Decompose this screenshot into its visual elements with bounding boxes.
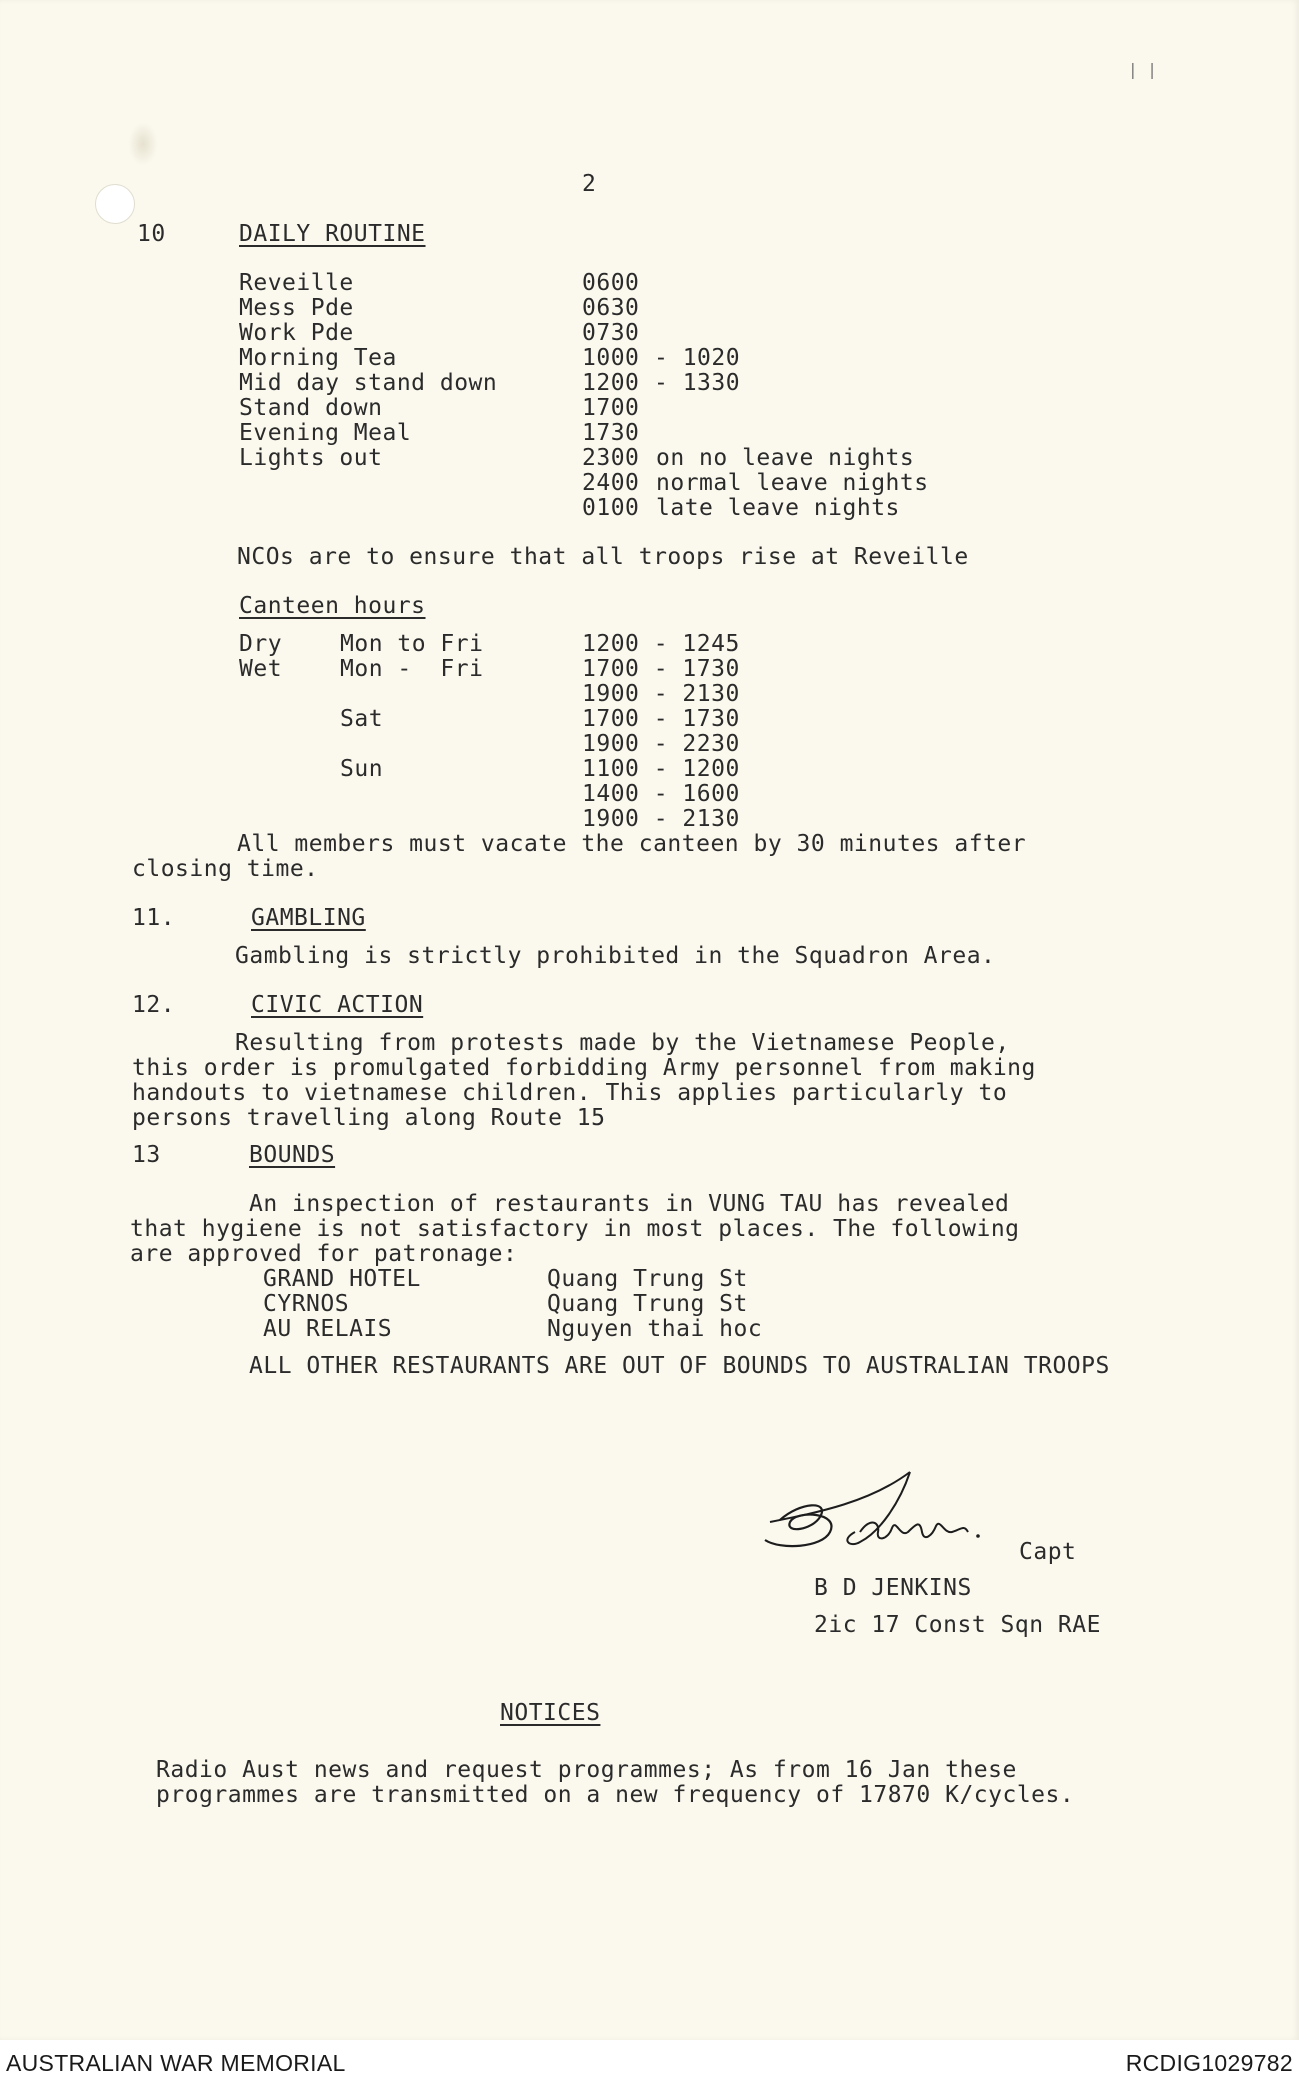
routine-item: Lights out [239,445,383,471]
canteen-hours: 1200 - 1245 [582,631,740,657]
restaurant-street: Quang Trung St [547,1291,748,1317]
canteen-days: Sun [340,756,384,782]
nco-note: NCOs are to ensure that all troops rise at Reveille [237,544,969,570]
routine-time: 2400 [582,470,640,496]
canteen-hours: 1900 - 2230 [582,731,740,757]
routine-note: normal leave nights [656,470,929,496]
signatory-name: B D JENKINS [814,1575,972,1601]
handwritten-signature [760,1462,1010,1572]
vacate-note-line: All members must vacate the canteen by 30 minutes after [237,831,1027,857]
canteen-hours: 1400 - 1600 [582,781,740,807]
canteen-days: Mon - Fri [340,656,484,682]
section-number: 11. [132,905,176,931]
routine-time: 1730 [582,420,640,446]
vacate-note-line: closing time. [132,856,319,882]
section-heading: DAILY ROUTINE [239,221,426,247]
notice-line: programmes are transmitted on a new frequency of 17870 K/cycles. [156,1782,1075,1808]
routine-note: late leave nights [656,495,900,521]
civic-action-line: persons travelling along Route 15 [132,1105,606,1131]
canteen-hours: 1100 - 1200 [582,756,740,782]
canteen-hours: 1900 - 2130 [582,806,740,832]
signatory-rank: Capt [1019,1539,1077,1565]
notices-heading: NOTICES [500,1700,601,1726]
routine-item: Evening Meal [239,420,412,446]
restaurant-name: CYRNOS [263,1291,350,1317]
canteen-hours: 1700 - 1730 [582,656,740,682]
section-heading: CIVIC ACTION [251,992,424,1018]
page-number: 2 [582,171,597,197]
routine-time: 1000 [582,345,640,371]
routine-time: 1700 [582,395,640,421]
archive-id: RCDIG1029782 [1125,2050,1293,2076]
routine-time: 0630 [582,295,640,321]
archive-credit: AUSTRALIAN WAR MEMORIAL [6,2050,346,2076]
restaurant-street: Quang Trung St [547,1266,748,1292]
routine-note: on no leave nights [656,445,915,471]
routine-time: 1200 [582,370,640,396]
paper-stain [128,122,158,166]
out-of-bounds-notice: ALL OTHER RESTAURANTS ARE OUT OF BOUNDS TO AUSTRALIAN TROOPS [249,1353,1110,1379]
routine-time: 0600 [582,270,640,296]
routine-time: 2300 [582,445,640,471]
civic-action-line: Resulting from protests made by the Vietnamese People, [235,1030,1010,1056]
routine-note: - 1330 [654,370,741,396]
routine-item: Work Pde [239,320,354,346]
gambling-text: Gambling is strictly prohibited in the Squadron Area. [235,943,996,969]
signatory-appointment: 2ic 17 Const Sqn RAE [814,1612,1101,1638]
canteen-hours: 1900 - 2130 [582,681,740,707]
canteen-days: Sat [340,706,384,732]
routine-item: Reveille [239,270,354,296]
notice-line: Radio Aust news and request programmes; As from 16 Jan these [156,1757,1017,1783]
bounds-line: An inspection of restaurants in VUNG TAU has revealed [249,1191,1010,1217]
canteen-type: Dry [239,631,283,657]
section-heading: BOUNDS [249,1142,336,1168]
civic-action-line: handouts to vietnamese children. This applies particularly to [132,1080,1008,1106]
section-number: 10 [137,221,166,247]
routine-item: Stand down [239,395,383,421]
civic-action-line: this order is promulgated forbidding Army personnel from making [132,1055,1036,1081]
section-number: 13 [132,1142,161,1168]
bounds-line: are approved for patronage: [130,1241,518,1267]
routine-item: Morning Tea [239,345,397,371]
punch-hole [95,184,135,224]
section-heading: GAMBLING [251,905,366,931]
canteen-hours: 1700 - 1730 [582,706,740,732]
routine-time: 0100 [582,495,640,521]
restaurant-street: Nguyen thai hoc [547,1316,763,1342]
canteen-days: Mon to Fri [340,631,484,657]
page-marks: | | [1128,60,1157,79]
routine-item: Mess Pde [239,295,354,321]
restaurant-name: GRAND HOTEL [263,1266,421,1292]
bounds-line: that hygiene is not satisfactory in most places. The following [130,1216,1020,1242]
routine-time: 0730 [582,320,640,346]
canteen-type: Wet [239,656,283,682]
routine-item: Mid day stand down [239,370,498,396]
section-number: 12. [132,992,176,1018]
restaurant-name: AU RELAIS [263,1316,393,1342]
canteen-heading: Canteen hours [239,593,426,619]
routine-note: - 1020 [654,345,741,371]
